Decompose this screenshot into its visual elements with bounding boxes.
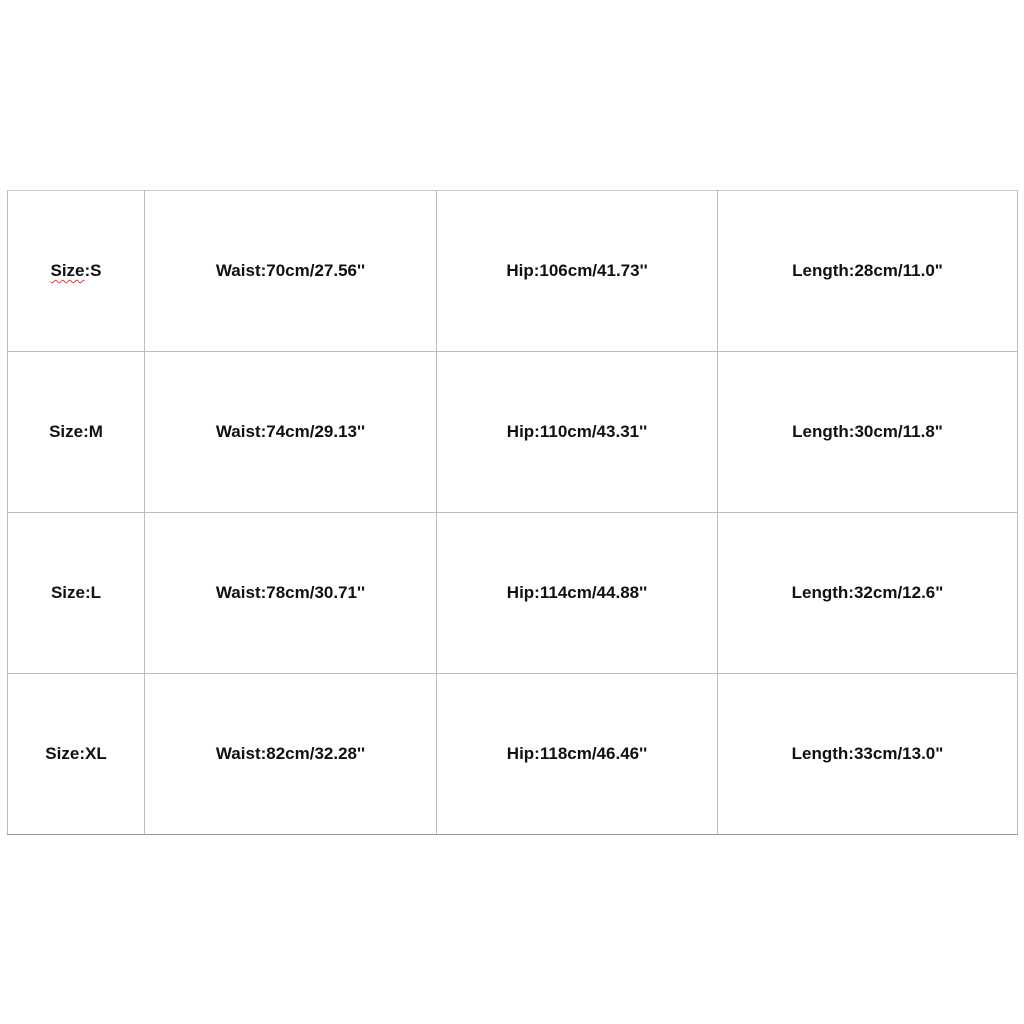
table-row-m: [8, 352, 1018, 513]
size-cell: Size:L: [8, 513, 145, 674]
waist-cell: Waist:74cm/29.13'': [145, 352, 437, 513]
waist-cell: Waist:78cm/30.71'': [145, 513, 437, 674]
size-chart-table: [7, 190, 1018, 835]
length-cell: Length:30cm/11.8": [718, 352, 1018, 513]
size-cell: [8, 191, 145, 352]
length-cell: Length:28cm/11.0": [718, 191, 1018, 352]
size-label-prefix: Size: [50, 261, 85, 280]
size-cell: Size:M: [8, 352, 145, 513]
waist-cell: Waist:82cm/32.28'': [145, 674, 437, 835]
length-cell: Length:32cm/12.6": [718, 513, 1018, 674]
hip-cell: Hip:114cm/44.88'': [437, 513, 718, 674]
hip-cell: Hip:110cm/43.31'': [437, 352, 718, 513]
length-cell: Length:33cm/13.0": [718, 674, 1018, 835]
table-row-l: [8, 513, 1018, 674]
hip-cell: Hip:106cm/41.73'': [437, 191, 718, 352]
table-row-s: [8, 191, 1018, 352]
table-row-xl: [8, 674, 1018, 835]
waist-cell: Waist:70cm/27.56'': [145, 191, 437, 352]
hip-cell: Hip:118cm/46.46'': [437, 674, 718, 835]
size-label-suffix: :S: [84, 261, 102, 280]
size-cell: Size:XL: [8, 674, 145, 835]
